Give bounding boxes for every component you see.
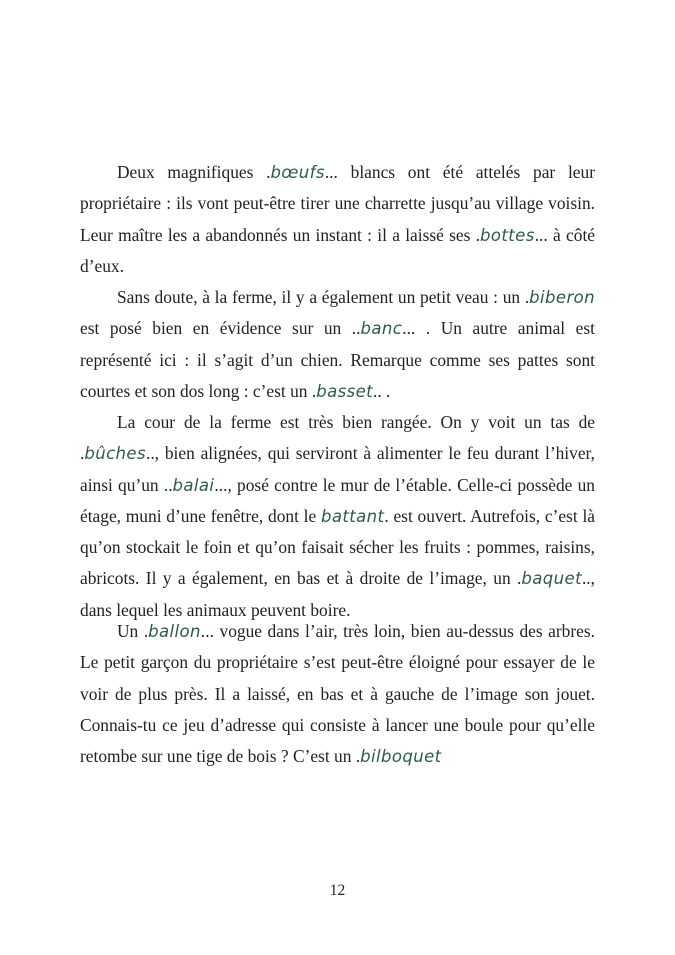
fill-in-dots: ... (324, 162, 351, 182)
text-run: Sans doute, à la ferme, il y a également un petit veau : un (117, 287, 525, 307)
fill-in-dots: . (517, 568, 522, 589)
text-run: Deux magnifiques (117, 162, 267, 182)
text-run: est posé bien en évidence sur un (80, 318, 352, 339)
fill-in-dots: ... . (402, 318, 441, 339)
fill-in-dots: . (311, 380, 317, 401)
text-run: Un (117, 621, 144, 641)
handwritten-answer: bottes (480, 225, 535, 245)
fill-in-dots: . (143, 621, 149, 641)
text-run: posé contre le mur de l’étable. Celle-ci possède un étage, muni d’une fenêtre, dont le (80, 474, 595, 526)
fill-in-dots: .. . (373, 380, 391, 401)
handwritten-answer: balai (172, 475, 215, 495)
handwritten-answer: biberon (529, 288, 595, 307)
text-run: vogue dans l’air, très loin, bien au-dessus des arbres. Le petit garçon du propriétaire s’est peut-être éloigné pour essayer de le voir de plus près. Il a laissé, en bas et à gauche de l’image son jouet. Connais-tu ce jeu d’adresse qui consiste à lancer une boule pour qu’elle retombe sur une tige de bois ? C’est un (80, 621, 596, 767)
fill-in-dots: . (524, 287, 530, 307)
text-run: bien alignées, qui serviront à alimenter le feu durant l’hiver, ainsi qu’un (80, 443, 596, 495)
fill-in-dots: . (80, 443, 85, 464)
fill-in-dots: . (266, 162, 271, 182)
fill-in-dots: ... (534, 224, 554, 245)
handwritten-answer: bœufs (270, 163, 325, 182)
fill-in-dots: .. (351, 318, 361, 339)
text-run: blancs ont été attelés par leur propriétaire : ils vont peut-être tirer une charrette jusqu’au village voisin. Leur maître les a abandonnés un instant : il a laissé ses (80, 162, 595, 245)
fill-in-dots: ... (200, 621, 220, 641)
fill-in-dots: . (384, 505, 394, 526)
fill-in-dots: ..., (214, 474, 238, 495)
text-run: à côté d’eux. (80, 224, 596, 276)
fill-in-dots: . (475, 224, 481, 245)
handwritten-answer: battant (320, 506, 385, 526)
handwritten-answer: baquet (521, 569, 582, 589)
handwritten-answer: bilboquet (360, 747, 442, 767)
fill-in-dots: .. (163, 474, 173, 495)
handwritten-answer: ballon (148, 622, 201, 641)
paragraph-balloon-toy (80, 616, 595, 772)
paragraph-calf-dog (80, 282, 595, 407)
fill-in-dots: .., (145, 443, 165, 464)
handwritten-answer: bûches (84, 444, 146, 464)
text-run: Un autre animal est représenté ici : il s’agit d’un chien. Remarque comme ses pattes sont courtes et son dos long : c’est un (80, 318, 595, 401)
text-run: est ouvert. Autrefois, c’est là qu’on stockait le foin et qu’on faisait sécher les fruits : pommes, raisins, abricots. Il y a également, en bas et à droite de l’image, un (80, 505, 595, 589)
paragraph-farmyard (80, 407, 595, 626)
paragraph-oxen-boots (80, 157, 595, 282)
page-number: 12 (329, 882, 346, 899)
text-run: La cour de la ferme est très bien rangée. On y voit un tas de (117, 412, 595, 432)
handwritten-answer: banc (360, 319, 403, 339)
fill-in-dots: . (355, 746, 361, 767)
handwritten-answer: basset (316, 381, 374, 401)
text-run: dans lequel les animaux peuvent boire. (80, 599, 351, 620)
fill-in-dots: .., (581, 568, 595, 589)
